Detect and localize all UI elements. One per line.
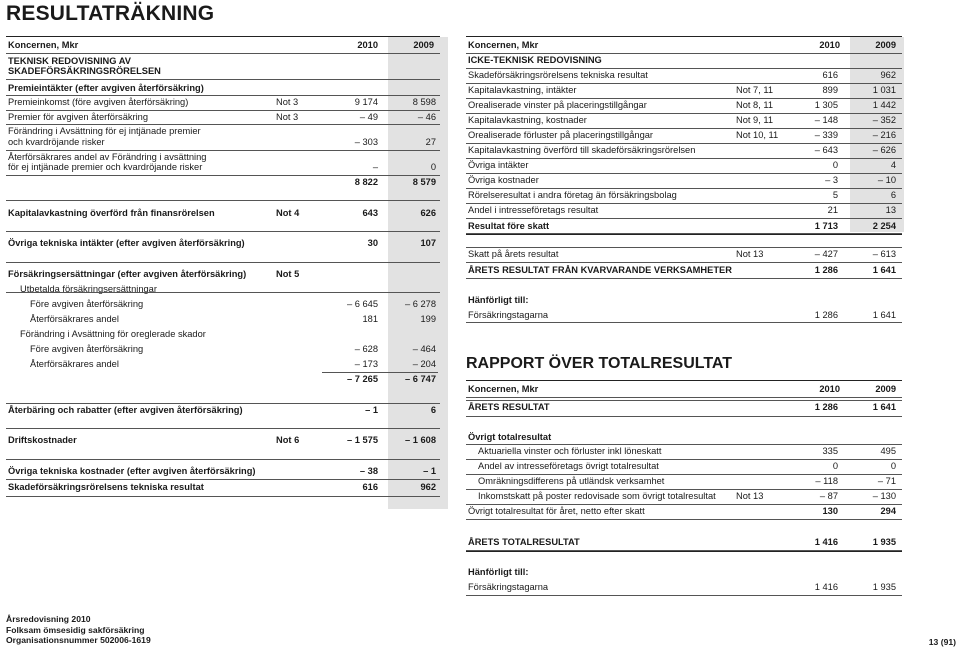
- value-2010: 335: [822, 446, 838, 456]
- row-label: Försäkringstagarna: [468, 582, 549, 592]
- value-2010: – 303: [354, 137, 378, 147]
- value-2009: 495: [880, 446, 896, 456]
- value-2009: 199: [420, 314, 436, 324]
- row-label: Före avgiven återförsäkring: [30, 299, 144, 309]
- value-2010: – 173: [354, 359, 378, 369]
- row-label: Aktuariella vinster och förluster inkl löneskatt: [478, 446, 662, 456]
- value-2009: 6: [890, 190, 896, 200]
- row-label: Övrigt totalresultat för året, netto efter skatt: [468, 506, 645, 516]
- row-label: Premier för avgiven återförsäkring: [8, 112, 149, 122]
- value-2010: 616: [362, 482, 378, 492]
- row-label: och kvardröjande risker: [8, 137, 105, 147]
- row-label: Inkomstskatt på poster redovisade som övrigt totalresultat: [478, 491, 716, 501]
- row-label: SKADEFÖRSÄKRINGSRÖRELSEN: [8, 66, 161, 76]
- row-separator: [466, 83, 902, 84]
- row-label: Kapitalavkastning, intäkter: [468, 85, 577, 95]
- page-number: 13 (91): [928, 637, 956, 647]
- row-note: Not 8, 11: [736, 100, 774, 110]
- value-2009: – 10: [877, 175, 896, 185]
- total-result-title: RAPPORT ÖVER TOTALRESULTAT: [466, 355, 733, 372]
- row-separator: [466, 68, 902, 69]
- header-year-2010: 2010: [819, 40, 840, 50]
- income-statement-table: [6, 0, 440, 512]
- row-separator: [6, 292, 440, 293]
- value-2010: 616: [822, 70, 838, 80]
- row-separator: [466, 551, 902, 552]
- row-separator: [466, 416, 902, 417]
- row-separator: [6, 95, 440, 96]
- value-2010: 5: [832, 190, 838, 200]
- row-label: Skadeförsäkringsrörelsens tekniska resultat: [8, 482, 204, 492]
- header-label: Koncernen, Mkr: [468, 40, 539, 50]
- row-label: Andel av intresseföretags övrigt totalresultat: [478, 461, 659, 471]
- row-separator: [6, 496, 440, 497]
- row-label: Orealiserade förluster på placeringstillgångar: [468, 130, 654, 140]
- row-label: Premieintäkter (efter avgiven återförsäkring): [8, 83, 204, 93]
- row-note: Not 4: [276, 208, 300, 218]
- row-separator: [466, 262, 902, 263]
- value-2010: 1 286: [814, 310, 838, 320]
- row-label: Omräkningsdifferens på utländsk verksamhet: [478, 476, 665, 486]
- row-separator: [466, 247, 902, 248]
- value-2009: 2 254: [872, 221, 896, 231]
- value-2010: 130: [822, 506, 838, 516]
- value-2010: 1 416: [814, 582, 838, 592]
- table-top-rule: [466, 36, 902, 37]
- value-2009: – 216: [872, 130, 896, 140]
- row-label: Resultat före skatt: [468, 221, 550, 231]
- value-2009: 27: [425, 137, 436, 147]
- row-label: Orealiserade vinster på placeringstillgångar: [468, 100, 647, 110]
- value-2010: 30: [367, 238, 378, 248]
- row-label: Skatt på årets resultat: [468, 249, 559, 259]
- page-title: RESULTATRÄKNING: [6, 2, 215, 25]
- header2-label: Koncernen, Mkr: [468, 384, 539, 394]
- value-2010: – 643: [814, 145, 838, 155]
- value-2009: 294: [880, 506, 896, 516]
- row-label: Kapitalavkastning överförd från finansrörelsen: [8, 208, 215, 218]
- row-separator: [6, 110, 440, 111]
- value-2010: – 1: [365, 405, 378, 415]
- row-label: ÅRETS TOTALRESULTAT: [468, 537, 580, 547]
- row-note: Not 6: [276, 435, 300, 445]
- value-2009: – 6 278: [404, 299, 436, 309]
- value-2010: –: [372, 162, 378, 172]
- value-2010: – 7 265: [346, 374, 378, 384]
- row-note: Not 3: [276, 112, 299, 122]
- row-note: Not 5: [276, 269, 300, 279]
- row-separator: [466, 143, 902, 144]
- header-rule: [6, 53, 440, 54]
- non-technical-table: [466, 0, 902, 610]
- row-separator: [6, 231, 440, 232]
- row-label: ÅRETS RESULTAT: [468, 402, 550, 412]
- row-label: Återförsäkrares andel av Förändring i avsättning: [8, 152, 207, 162]
- row-separator: [466, 98, 902, 99]
- value-2009: – 46: [417, 112, 436, 122]
- value-2009: 4: [890, 160, 896, 170]
- row-separator: [6, 403, 440, 404]
- row-separator: [466, 234, 902, 235]
- value-2009: 0: [890, 461, 896, 471]
- row-note: Not 10, 11: [736, 130, 779, 140]
- row-label: Hänförligt till:: [468, 567, 529, 577]
- row-label: Försäkringsersättningar (efter avgiven återförsäkring): [8, 269, 247, 279]
- header-year-2009: 2009: [875, 40, 896, 50]
- row-separator: [466, 519, 902, 520]
- row-label: Hänförligt till:: [468, 295, 529, 305]
- value-2009: – 204: [412, 359, 436, 369]
- value-2010: – 6 645: [346, 299, 378, 309]
- row-label: ÅRETS RESULTAT FRÅN KVARVARANDE VERKSAMHETER: [468, 265, 732, 275]
- value-2010: 21: [827, 205, 838, 215]
- value-2010: – 118: [815, 476, 838, 486]
- value-2009: – 626: [872, 145, 896, 155]
- row-separator: [466, 459, 902, 460]
- row-label: Premieinkomst (före avgiven återförsäkring): [8, 97, 189, 107]
- value-2009: 1 935: [872, 537, 896, 547]
- value-2010: 1 286: [814, 265, 838, 275]
- header2-year-2010: 2010: [819, 384, 840, 394]
- value-2010: 1 416: [814, 537, 838, 547]
- value-2010: – 3: [825, 175, 838, 185]
- row-separator: [6, 479, 440, 480]
- value-2010: 1 713: [814, 221, 838, 231]
- value-2010: – 1 575: [346, 435, 378, 445]
- row-label: Försäkringstagarna: [468, 310, 549, 320]
- value-2010: – 38: [359, 466, 378, 476]
- row-separator: [466, 595, 902, 596]
- row-separator: [466, 322, 902, 323]
- value-2010: – 427: [814, 249, 838, 259]
- value-2010: 899: [822, 85, 838, 95]
- row-separator: [6, 124, 440, 125]
- value-2009: – 71: [877, 476, 896, 486]
- row-label: Övriga tekniska intäkter (efter avgiven återförsäkring): [8, 238, 245, 248]
- row-label: TEKNISK REDOVISNING AV: [8, 56, 131, 66]
- row-separator: [466, 113, 902, 114]
- row-label: Före avgiven återförsäkring: [30, 344, 144, 354]
- row-separator: [466, 158, 902, 159]
- value-2009: 6: [430, 405, 436, 415]
- header2-rule: [466, 397, 902, 398]
- row-separator: [6, 79, 440, 80]
- value-2010: – 87: [819, 491, 838, 501]
- row-separator: [6, 200, 440, 201]
- row-label: Förändring i Avsättning för ej intjänade premier: [8, 126, 201, 136]
- value-2010: 181: [362, 314, 378, 324]
- footer-line-1: Årsredovisning 2010: [6, 614, 91, 624]
- row-separator: [466, 474, 902, 475]
- value-2009: 0: [430, 162, 436, 172]
- row-note: Not 13: [736, 491, 764, 501]
- value-2010: 0: [832, 461, 838, 471]
- value-2009: – 352: [872, 115, 896, 125]
- value-2009: – 613: [872, 249, 896, 259]
- row-separator: [6, 262, 440, 263]
- row-label: Utbetalda försäkringsersättningar: [20, 284, 157, 294]
- row-label: Övriga intäkter: [468, 160, 529, 170]
- row-label: Driftskostnader: [8, 435, 77, 445]
- value-2009: 1 442: [872, 100, 896, 110]
- footer-line-2: Folksam ömsesidig sakförsäkring: [6, 624, 145, 635]
- value-2010: – 49: [359, 112, 378, 122]
- row-label: Återförsäkrares andel: [30, 359, 119, 369]
- value-2009: – 464: [412, 344, 436, 354]
- row-label: Återbäring och rabatter (efter avgiven återförsäkring): [8, 405, 243, 415]
- header-year-2010: 2010: [357, 40, 378, 50]
- row-label: ICKE-TEKNISK REDOVISNING: [468, 55, 602, 65]
- value-2010: – 148: [814, 115, 838, 125]
- row-label: Andel i intresseföretags resultat: [468, 205, 599, 215]
- value-2010: 1 286: [814, 402, 838, 412]
- value-2010: 9 174: [354, 97, 378, 107]
- value-2010: 1 305: [814, 100, 838, 110]
- table-top-rule: [6, 36, 440, 37]
- header-label: Koncernen, Mkr: [8, 40, 79, 50]
- row-separator: [466, 128, 902, 129]
- row-label: Rörelseresultat i andra företag än försäkringsbolag: [468, 190, 677, 200]
- value-2009: – 6 747: [404, 374, 436, 384]
- value-2010: 643: [362, 208, 378, 218]
- row-note: Not 7, 11: [736, 85, 774, 95]
- value-2009: 1 641: [872, 265, 896, 275]
- header-rule: [466, 53, 902, 54]
- value-2009: 1 641: [872, 402, 896, 412]
- row-note: Not 9, 11: [736, 115, 774, 125]
- row-separator: [6, 428, 440, 429]
- row-label: för ej intjänade premier och kvardröjande risker: [8, 162, 203, 172]
- row-separator: [466, 400, 902, 401]
- value-2009: 626: [420, 208, 436, 218]
- value-2009: 1 031: [872, 85, 896, 95]
- value-2009: 1 935: [872, 582, 896, 592]
- row-label: Kapitalavkastning, kostnader: [468, 115, 587, 125]
- footer-line-3: Organisationsnummer 502006-1619: [6, 635, 151, 645]
- row-label: Förändring i Avsättning för oreglerade skador: [20, 329, 206, 339]
- footer: [6, 614, 151, 646]
- row-label: Kapitalavkastning överförd till skadeförsäkringsrörelsen: [468, 145, 696, 155]
- value-2009: 1 641: [872, 310, 896, 320]
- value-2009: – 1: [423, 466, 436, 476]
- row-separator: [466, 188, 902, 189]
- sum-rule: [322, 372, 438, 373]
- row-separator: [466, 504, 902, 505]
- value-2009: 8 598: [412, 97, 436, 107]
- value-2010: 0: [832, 160, 838, 170]
- value-2009: 962: [420, 482, 436, 492]
- value-2010: 8 822: [354, 177, 378, 187]
- row-separator: [466, 203, 902, 204]
- row-label: Skadeförsäkringsrörelsens tekniska resultat: [468, 70, 648, 80]
- row-separator: [466, 218, 902, 219]
- row-label: Övrigt totalresultat: [468, 432, 552, 442]
- value-2010: – 628: [354, 344, 378, 354]
- table2-top-rule: [466, 380, 902, 381]
- header2-year-2009: 2009: [875, 384, 896, 394]
- row-label: Övriga kostnader: [468, 175, 539, 185]
- row-separator: [466, 444, 902, 445]
- row-note: Not 3: [276, 97, 299, 107]
- row-note: Not 13: [736, 249, 764, 259]
- value-2009: 13: [885, 205, 896, 215]
- sum-rule: [322, 175, 438, 176]
- row-separator: [466, 173, 902, 174]
- header-year-2009: 2009: [413, 40, 434, 50]
- value-2009: – 130: [872, 491, 896, 501]
- row-separator: [466, 489, 902, 490]
- value-2009: – 1 608: [404, 435, 436, 445]
- row-label: Återförsäkrares andel: [30, 314, 119, 324]
- value-2010: – 339: [814, 130, 838, 140]
- row-separator: [466, 278, 902, 279]
- value-2009: 962: [880, 70, 896, 80]
- row-separator: [6, 150, 440, 151]
- row-label: Övriga tekniska kostnader (efter avgiven återförsäkring): [8, 466, 256, 476]
- value-2009: 107: [420, 238, 436, 248]
- row-separator: [6, 459, 440, 460]
- value-2009: 8 579: [412, 177, 436, 187]
